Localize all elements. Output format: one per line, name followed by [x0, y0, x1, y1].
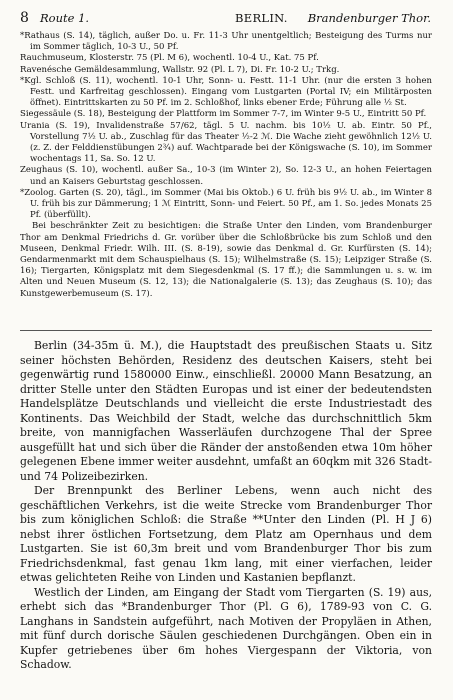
page-header	[20, 11, 431, 27]
limited-time-note: Bei beschränkter Zeit zu besichtigen: die Straße Unter den Linden, vom Brandenburger Thor am Denkmal Friedrichs d. Gr. vorüber über die Schloßbrücke bis zum Schloß und den Museen, Denkmal Friedr. Wilh. III. (S. 8-19), sowie das Denkmal d. Gr. Kurfürsten (S. 14); Gendarmenmarkt mit dem Schauspielhaus (S. 15); Wilhelmstraße (S. 15); Leipziger Straße (S. 16); Tiergarten, Königsplatz mit dem Siegesdenkmal (S. 17 ff.); die Sammlungen u. s. w. im Alten und Neuen Museum (S. 12, 13); die Nationalgalerie (S. 13); das Zeughaus (S. 10); das Kunstgewerbemuseum (S. 17).	[20, 221, 432, 299]
section-divider	[20, 330, 432, 331]
entry-zoo: *Zoolog. Garten (S. 20), tägl., im Sommer (Mai bis Oktob.) 6 U. früh bis 9½ U. ab., im Winter 8 U. früh bis zur Dämmerung; 1 ℳ Eintritt, Sonn- und Feiert. 50 Pf., am 1. So. jedes Monats 25 Pf. (überfüllt).	[20, 187, 432, 221]
city-heading: BERLIN.	[235, 11, 288, 25]
entry-rauchmuseum: Rauchmuseum, Klosterstr. 75 (Pl. M 6), wochentl. 10-4 U., Kat. 75 Pf.	[20, 53, 319, 64]
paragraph-brennpunkt: Der Brennpunkt des Berliner Lebens, wenn auch nicht des geschäftlichen Verkehrs, ist die weite Strecke vom Brandenburger Thor bis zum königlichen Schloß: die Straße **Unter den Linden (Pl. H J 6) nebst ihrer östlichen Fortsetzung, dem Platz am Opernhaus und dem Lustgarten. Sie ist 60,3m breit und vom Brandenburger Thor bis zum Friedrichsdenkmal, fast genau 1km lang, mit einer vierfachen, leider etwas gelichteten Reihe von Linden und Kastanien bepflanzt.	[20, 484, 432, 584]
entry-schloss: *Kgl. Schloß (S. 11), wochentl. 10-1 Uhr, Sonn- u. Festt. 11-1 Uhr. (nur die ersten 3 hohen Festt. und Karfreitag geschlossen). Eingang vom Lustgarten (Portal IV; ein Militärposten öffnet). Eintrittskarten zu 50 Pf. im 2. Schloßhof, links ebener Erde; Führung alle ½ St.	[20, 75, 432, 109]
entry-ravene: Ravenésche Gemäldesammlung, Wallstr. 92 (Pl. L 7), Di. Fr. 10-2 U.; Trkg.	[20, 64, 340, 75]
main-text	[20, 339, 432, 673]
entry-zeughaus: Zeughaus (S. 10), wochentl. außer Sa., 10-3 (im Winter 2), So. 12-3 U., an hohen Feiertagen und an Kaisers Geburtstag geschlossen.	[20, 165, 432, 187]
paragraph-berlin: Berlin (34-35m ü. M.), die Hauptstadt des preußischen Staats u. Sitz seiner höchsten Behörden, Residenz des deutschen Kaisers, steht bei gegenwärtig rund 1580000 Einw., einschließl. 20000 Mann Besatzung, an dritter Stelle unter den Städten Europas und ist einer der bedeutendsten Handelsplätze Deutschlands und vielleicht die erste Industriestadt des Kontinents. Das Weichbild der Stadt, welche das durchschnittlich 5km breite, von mannigfachen Wasserläufen durchzogene Thal der Spree ausgefüllt hat und sich über die Ränder der anstoßenden etwa 10m höher gelegenen Ebene immer weiter ausdehnt, umfaßt an 60qkm mit 326 Stadt- und 74 Polizeibezirken.	[20, 339, 432, 483]
page-number: 8	[20, 10, 29, 26]
section-heading: Brandenburger Thor.	[307, 11, 431, 25]
entry-urania: Urania (S. 19), Invalidenstraße 57/62, tägl. 5 U. nachm. bis 10½ U. ab. Eintr. 50 Pf., Vorstellung 7½ U. ab., Zuschlag für das Theater ½-2 ℳ. Die Wache zieht gewöhnlich 12½ U. (z. Z. der Felddienstübungen 2¾) auf. Wachtparade bei der Königswache (S. 10), im Sommer wochentags 11, Sa. So. 12 U.	[20, 120, 432, 165]
practical-info-block	[20, 31, 432, 300]
paragraph-brandenburger-tor: Westlich der Linden, am Eingang der Stadt vom Tiergarten (S. 19) aus, erhebt sich das *Brandenburger Thor (Pl. G 6), 1789-93 von C. G. Langhans in Sandstein aufgeführt, nach Motiven der Propyläen in Athen, mit fünf durch dorische Säulen geschiedenen Durchgängen. Oben ein in Kupfer getriebenes über 6m hohes Viergespann der Viktoria, von Schadow.	[20, 585, 432, 671]
entry-rathaus: *Rathaus (S. 14), täglich, außer Do. u. Fr. 11-3 Uhr unentgeltlich; Besteigung des Turms nur im Sommer täglich, 10-3 U., 50 Pf.	[20, 31, 432, 53]
route-label: Route 1.	[40, 11, 90, 25]
entry-siegessaeule: Siegessäule (S. 18), Besteigung der Plattform im Sommer 7-7, im Winter 9-5 U., Eintritt 50 Pf.	[20, 109, 427, 120]
